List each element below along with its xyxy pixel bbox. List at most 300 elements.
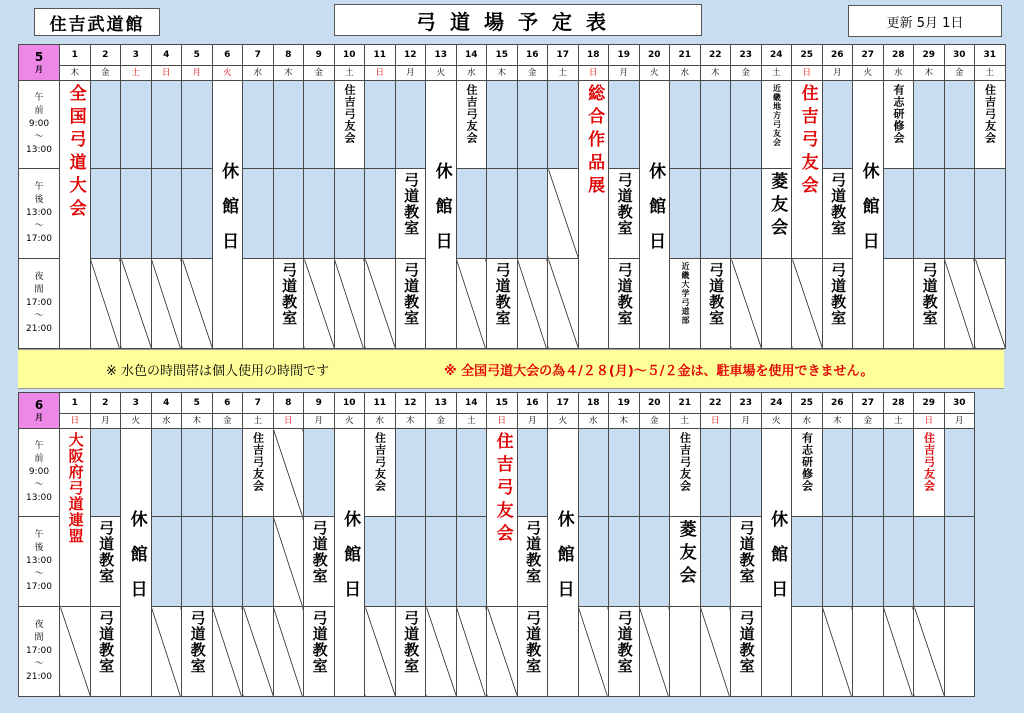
individual-use-slot[interactable] bbox=[273, 169, 304, 259]
unavailable-slot[interactable] bbox=[273, 607, 304, 697]
day-number: 19 bbox=[609, 45, 640, 66]
day-number: 2 bbox=[90, 393, 121, 414]
individual-use-slot[interactable] bbox=[456, 517, 487, 607]
time-slot-text: 午 bbox=[34, 182, 44, 192]
day-number: 30 bbox=[944, 393, 975, 414]
weekday: 木 bbox=[914, 66, 945, 81]
time-slot-text: ～ bbox=[34, 569, 44, 579]
event-cell[interactable] bbox=[395, 169, 426, 259]
month-number: 5 bbox=[34, 49, 44, 64]
unavailable-slot[interactable] bbox=[426, 607, 457, 697]
unavailable-slot[interactable] bbox=[822, 607, 853, 697]
month-label bbox=[19, 45, 60, 81]
event-text: 弓道教室 bbox=[737, 610, 756, 674]
day-number: 22 bbox=[700, 45, 731, 66]
day-number: 5 bbox=[182, 393, 213, 414]
individual-use-slot[interactable] bbox=[944, 517, 975, 607]
time-slot-text: 夜 bbox=[34, 272, 44, 282]
individual-use-slot[interactable] bbox=[517, 81, 548, 169]
day-number: 29 bbox=[914, 45, 945, 66]
day-number: 25 bbox=[792, 393, 823, 414]
event-text: 住吉弓友会 bbox=[465, 84, 479, 144]
event-cell[interactable] bbox=[731, 517, 762, 607]
event-text: 菱友会 bbox=[767, 172, 788, 241]
individual-use-slot[interactable] bbox=[609, 429, 640, 517]
individual-use-slot[interactable] bbox=[883, 517, 914, 607]
day-number: 15 bbox=[487, 45, 518, 66]
weekday: 金 bbox=[90, 66, 121, 81]
unavailable-slot[interactable] bbox=[731, 259, 762, 349]
time-slot-text: 午 bbox=[34, 530, 44, 540]
individual-use-slot[interactable] bbox=[944, 81, 975, 169]
weekday: 金 bbox=[853, 414, 884, 429]
unavailable-slot[interactable] bbox=[60, 607, 91, 697]
event-text: 弓道教室 bbox=[402, 262, 421, 326]
weekday: 木 bbox=[822, 414, 853, 429]
weekday: 金 bbox=[639, 414, 670, 429]
unavailable-slot[interactable] bbox=[914, 607, 945, 697]
day-number: 6 bbox=[212, 393, 243, 414]
event-cell[interactable] bbox=[273, 259, 304, 349]
time-slot-text: 間 bbox=[34, 633, 44, 643]
weekday: 水 bbox=[578, 414, 609, 429]
event-text: 住吉弓友会 bbox=[922, 432, 936, 492]
event-text: 弓道教室 bbox=[310, 610, 329, 674]
unavailable-slot[interactable] bbox=[548, 169, 579, 259]
empty-slot[interactable] bbox=[243, 259, 274, 349]
unavailable-slot[interactable] bbox=[456, 259, 487, 349]
weekday: 月 bbox=[609, 66, 640, 81]
event-text: 住吉弓友会 bbox=[678, 432, 692, 492]
event-text: 弓道教室 bbox=[707, 262, 726, 326]
event-text: 全国弓道大会 bbox=[65, 84, 86, 222]
weekday: 土 bbox=[548, 66, 579, 81]
time-slot-text: 9:00 bbox=[28, 467, 50, 477]
day-number: 19 bbox=[609, 393, 640, 414]
event-cell[interactable] bbox=[121, 429, 152, 697]
empty-slot[interactable] bbox=[670, 607, 701, 697]
individual-use-slot[interactable] bbox=[243, 517, 274, 607]
individual-use-slot[interactable] bbox=[700, 169, 731, 259]
event-text: 休館日 bbox=[553, 510, 574, 615]
event-cell[interactable] bbox=[914, 259, 945, 349]
unavailable-slot[interactable] bbox=[944, 259, 975, 349]
day-number: 31 bbox=[975, 45, 1006, 66]
empty-slot[interactable] bbox=[792, 607, 823, 697]
empty-slot[interactable] bbox=[853, 607, 884, 697]
event-cell[interactable] bbox=[304, 607, 335, 697]
individual-use-slot[interactable] bbox=[121, 169, 152, 259]
time-slot-ev bbox=[19, 607, 60, 697]
month-suffix: 月 bbox=[35, 64, 43, 74]
individual-use-slot[interactable] bbox=[151, 81, 182, 169]
unavailable-slot[interactable] bbox=[456, 607, 487, 697]
weekday: 月 bbox=[90, 414, 121, 429]
event-text: 弓道教室 bbox=[615, 610, 634, 674]
time-slot-text: 前 bbox=[34, 106, 44, 116]
unavailable-slot[interactable] bbox=[304, 259, 335, 349]
individual-use-slot[interactable] bbox=[548, 81, 579, 169]
individual-use-slot[interactable] bbox=[639, 429, 670, 517]
event-text: 住吉弓友会 bbox=[343, 84, 357, 144]
weekday: 木 bbox=[609, 414, 640, 429]
weekday: 土 bbox=[456, 414, 487, 429]
event-text: 弓道教室 bbox=[97, 520, 116, 584]
weekday: 月 bbox=[395, 66, 426, 81]
individual-use-slot[interactable] bbox=[487, 81, 518, 169]
weekday: 月 bbox=[944, 414, 975, 429]
weekday: 木 bbox=[182, 414, 213, 429]
individual-use-slot[interactable] bbox=[609, 81, 640, 169]
event-cell[interactable] bbox=[456, 81, 487, 169]
unavailable-slot[interactable] bbox=[243, 607, 274, 697]
event-cell[interactable] bbox=[822, 259, 853, 349]
individual-use-slot[interactable] bbox=[395, 517, 426, 607]
weekday: 土 bbox=[121, 66, 152, 81]
day-number: 29 bbox=[914, 393, 945, 414]
month-suffix: 月 bbox=[35, 412, 43, 422]
updated-date: 更新 5月 1日 bbox=[848, 5, 1002, 37]
day-number: 10 bbox=[334, 45, 365, 66]
individual-use-slot[interactable] bbox=[304, 81, 335, 169]
individual-use-slot[interactable] bbox=[121, 81, 152, 169]
unavailable-slot[interactable] bbox=[578, 607, 609, 697]
individual-use-slot[interactable] bbox=[578, 517, 609, 607]
individual-use-slot[interactable] bbox=[243, 81, 274, 169]
empty-slot[interactable] bbox=[944, 607, 975, 697]
event-cell[interactable] bbox=[761, 81, 792, 169]
weekday: 日 bbox=[60, 414, 91, 429]
event-cell[interactable] bbox=[426, 81, 457, 349]
unavailable-slot[interactable] bbox=[365, 259, 396, 349]
individual-use-slot[interactable] bbox=[243, 169, 274, 259]
event-cell[interactable] bbox=[975, 81, 1006, 169]
individual-use-slot[interactable] bbox=[944, 429, 975, 517]
individual-use-slot[interactable] bbox=[182, 429, 213, 517]
individual-use-slot[interactable] bbox=[182, 517, 213, 607]
month-number: 6 bbox=[34, 397, 44, 412]
unavailable-slot[interactable] bbox=[90, 259, 121, 349]
individual-use-slot[interactable] bbox=[304, 169, 335, 259]
individual-use-slot[interactable] bbox=[151, 429, 182, 517]
weekday: 金 bbox=[212, 414, 243, 429]
day-number: 28 bbox=[883, 45, 914, 66]
event-cell[interactable] bbox=[60, 81, 91, 349]
unavailable-slot[interactable] bbox=[365, 607, 396, 697]
individual-use-slot[interactable] bbox=[822, 517, 853, 607]
weekday: 水 bbox=[243, 66, 274, 81]
weekday: 木 bbox=[273, 66, 304, 81]
time-slot-text: 17:00 bbox=[26, 234, 52, 244]
unavailable-slot[interactable] bbox=[700, 607, 731, 697]
individual-use-slot[interactable] bbox=[731, 169, 762, 259]
individual-use-slot[interactable] bbox=[517, 169, 548, 259]
event-cell[interactable] bbox=[517, 517, 548, 607]
event-cell[interactable] bbox=[761, 169, 792, 259]
individual-use-slot[interactable] bbox=[212, 429, 243, 517]
day-number: 3 bbox=[121, 393, 152, 414]
weekday: 水 bbox=[792, 414, 823, 429]
event-cell[interactable] bbox=[578, 81, 609, 349]
weekday: 月 bbox=[822, 66, 853, 81]
event-cell[interactable] bbox=[609, 259, 640, 349]
event-cell[interactable] bbox=[60, 429, 91, 607]
individual-use-slot[interactable] bbox=[426, 429, 457, 517]
month-label bbox=[19, 393, 60, 429]
event-cell[interactable] bbox=[487, 259, 518, 349]
weekday: 火 bbox=[639, 66, 670, 81]
unavailable-slot[interactable] bbox=[212, 607, 243, 697]
individual-use-slot[interactable] bbox=[487, 169, 518, 259]
event-text: 弓道教室 bbox=[280, 262, 299, 326]
weekday: 日 bbox=[365, 66, 396, 81]
individual-use-slot[interactable] bbox=[151, 169, 182, 259]
individual-use-slot[interactable] bbox=[822, 81, 853, 169]
event-text: 休館日 bbox=[767, 510, 788, 615]
time-slot-text: 21:00 bbox=[26, 324, 52, 334]
individual-use-slot[interactable] bbox=[151, 517, 182, 607]
individual-use-slot[interactable] bbox=[365, 169, 396, 259]
individual-use-slot[interactable] bbox=[456, 429, 487, 517]
individual-use-slot[interactable] bbox=[395, 429, 426, 517]
event-text: 住吉弓友会 bbox=[797, 84, 818, 199]
weekday: 金 bbox=[304, 66, 335, 81]
individual-use-slot[interactable] bbox=[182, 169, 213, 259]
individual-use-slot[interactable] bbox=[517, 429, 548, 517]
day-number: 26 bbox=[822, 393, 853, 414]
event-text: 弓道教室 bbox=[737, 520, 756, 584]
day-number: 16 bbox=[517, 393, 548, 414]
day-number: 18 bbox=[578, 45, 609, 66]
event-text: 弓道教室 bbox=[829, 262, 848, 326]
day-number: 9 bbox=[304, 393, 335, 414]
individual-use-slot[interactable] bbox=[914, 81, 945, 169]
event-cell[interactable] bbox=[182, 607, 213, 697]
day-number: 14 bbox=[456, 45, 487, 66]
event-cell[interactable] bbox=[670, 517, 701, 607]
day-number: 14 bbox=[456, 393, 487, 414]
unavailable-slot[interactable] bbox=[273, 429, 304, 517]
individual-use-slot[interactable] bbox=[670, 81, 701, 169]
individual-use-note: ※ 水色の時間帯は個人使用の時間です bbox=[106, 364, 330, 379]
event-cell[interactable] bbox=[90, 607, 121, 697]
notice-bar bbox=[18, 349, 1004, 389]
event-cell[interactable] bbox=[395, 259, 426, 349]
weekday: 火 bbox=[853, 66, 884, 81]
event-cell[interactable] bbox=[487, 429, 518, 607]
weekday: 火 bbox=[426, 66, 457, 81]
empty-slot[interactable] bbox=[883, 259, 914, 349]
individual-use-slot[interactable] bbox=[365, 81, 396, 169]
time-slot-text: 後 bbox=[34, 195, 44, 205]
weekday: 月 bbox=[517, 414, 548, 429]
time-slot-text: 13:00 bbox=[26, 208, 52, 218]
event-cell[interactable] bbox=[395, 607, 426, 697]
event-cell[interactable] bbox=[365, 429, 396, 517]
parking-notice: ※ 全国弓道大会の為４/２８(月)～５/２金は、駐車場を使用できません。 bbox=[444, 364, 874, 379]
unavailable-slot[interactable] bbox=[975, 259, 1006, 349]
unavailable-slot[interactable] bbox=[121, 259, 152, 349]
individual-use-slot[interactable] bbox=[426, 517, 457, 607]
time-slot-text: ～ bbox=[34, 132, 44, 142]
event-cell[interactable] bbox=[761, 429, 792, 697]
event-text: 弓道教室 bbox=[97, 610, 116, 674]
individual-use-slot[interactable] bbox=[883, 429, 914, 517]
individual-use-slot[interactable] bbox=[700, 81, 731, 169]
individual-use-slot[interactable] bbox=[90, 429, 121, 517]
time-slot-text: 午 bbox=[34, 93, 44, 103]
day-number: 6 bbox=[212, 45, 243, 66]
event-text: 大阪府弓道連盟 bbox=[66, 432, 85, 544]
individual-use-slot[interactable] bbox=[792, 517, 823, 607]
individual-use-slot[interactable] bbox=[334, 169, 365, 259]
individual-use-slot[interactable] bbox=[273, 81, 304, 169]
event-cell[interactable] bbox=[914, 429, 945, 517]
unavailable-slot[interactable] bbox=[548, 259, 579, 349]
event-cell[interactable] bbox=[883, 81, 914, 169]
event-cell[interactable] bbox=[243, 429, 274, 517]
day-number: 26 bbox=[822, 45, 853, 66]
event-text: 近畿地方弓友会 bbox=[772, 84, 782, 147]
individual-use-slot[interactable] bbox=[578, 429, 609, 517]
individual-use-slot[interactable] bbox=[853, 517, 884, 607]
unavailable-slot[interactable] bbox=[273, 517, 304, 607]
weekday: 金 bbox=[731, 66, 762, 81]
empty-slot[interactable] bbox=[761, 259, 792, 349]
weekday: 金 bbox=[944, 66, 975, 81]
individual-use-slot[interactable] bbox=[670, 169, 701, 259]
individual-use-slot[interactable] bbox=[914, 169, 945, 259]
weekday: 木 bbox=[700, 66, 731, 81]
unavailable-slot[interactable] bbox=[151, 259, 182, 349]
individual-use-slot[interactable] bbox=[853, 429, 884, 517]
event-cell[interactable] bbox=[731, 607, 762, 697]
time-slot-text: 午 bbox=[34, 441, 44, 451]
event-text: 休館日 bbox=[340, 510, 361, 615]
individual-use-slot[interactable] bbox=[731, 81, 762, 169]
unavailable-slot[interactable] bbox=[883, 607, 914, 697]
unavailable-slot[interactable] bbox=[182, 259, 213, 349]
day-number: 20 bbox=[639, 393, 670, 414]
event-cell[interactable] bbox=[609, 169, 640, 259]
individual-use-slot[interactable] bbox=[212, 517, 243, 607]
individual-use-slot[interactable] bbox=[700, 517, 731, 607]
event-cell[interactable] bbox=[670, 429, 701, 517]
weekday: 土 bbox=[883, 414, 914, 429]
event-text: 弓道教室 bbox=[920, 262, 939, 326]
event-text: 休館日 bbox=[126, 510, 147, 615]
individual-use-slot[interactable] bbox=[700, 429, 731, 517]
event-cell[interactable] bbox=[639, 81, 670, 349]
event-cell[interactable] bbox=[304, 517, 335, 607]
individual-use-slot[interactable] bbox=[822, 429, 853, 517]
event-cell[interactable] bbox=[212, 81, 243, 349]
day-number: 2 bbox=[90, 45, 121, 66]
event-text: 弓道教室 bbox=[524, 610, 543, 674]
individual-use-slot[interactable] bbox=[731, 429, 762, 517]
time-slot-text: 前 bbox=[34, 454, 44, 464]
page-title: 弓道場予定表 bbox=[334, 4, 702, 36]
weekday: 日 bbox=[151, 66, 182, 81]
time-slot-text: 17:00 bbox=[26, 582, 52, 592]
event-cell[interactable] bbox=[334, 81, 365, 169]
day-number: 16 bbox=[517, 45, 548, 66]
time-slot-am bbox=[19, 429, 60, 517]
event-text: 休館日 bbox=[645, 162, 666, 267]
organization-name: 住吉武道館 bbox=[34, 8, 160, 36]
event-text: 住吉弓友会 bbox=[373, 432, 387, 492]
weekday: 土 bbox=[975, 66, 1006, 81]
day-number: 7 bbox=[243, 393, 274, 414]
weekday: 水 bbox=[151, 414, 182, 429]
individual-use-slot[interactable] bbox=[304, 429, 335, 517]
unavailable-slot[interactable] bbox=[487, 607, 518, 697]
event-cell[interactable] bbox=[548, 429, 579, 697]
day-number: 24 bbox=[761, 45, 792, 66]
day-number: 17 bbox=[548, 393, 579, 414]
individual-use-slot[interactable] bbox=[975, 169, 1006, 259]
time-slot-ev bbox=[19, 259, 60, 349]
day-number: 1 bbox=[60, 393, 91, 414]
event-cell[interactable] bbox=[822, 169, 853, 259]
event-text: 弓道教室 bbox=[188, 610, 207, 674]
individual-use-slot[interactable] bbox=[883, 169, 914, 259]
individual-use-slot[interactable] bbox=[90, 169, 121, 259]
event-cell[interactable] bbox=[792, 429, 823, 517]
individual-use-slot[interactable] bbox=[182, 81, 213, 169]
weekday: 水 bbox=[456, 66, 487, 81]
event-cell[interactable] bbox=[670, 259, 701, 349]
day-number: 23 bbox=[731, 393, 762, 414]
event-text: 住吉弓友会 bbox=[492, 432, 513, 547]
event-cell[interactable] bbox=[700, 259, 731, 349]
event-text: 近畿大学弓道部 bbox=[680, 262, 690, 325]
individual-use-slot[interactable] bbox=[90, 81, 121, 169]
day-number: 27 bbox=[853, 393, 884, 414]
unavailable-slot[interactable] bbox=[639, 607, 670, 697]
event-cell[interactable] bbox=[609, 607, 640, 697]
unavailable-slot[interactable] bbox=[151, 607, 182, 697]
event-cell[interactable] bbox=[792, 81, 823, 259]
event-cell[interactable] bbox=[90, 517, 121, 607]
day-number: 21 bbox=[670, 393, 701, 414]
individual-use-slot[interactable] bbox=[609, 517, 640, 607]
event-cell[interactable] bbox=[517, 607, 548, 697]
unavailable-slot[interactable] bbox=[334, 259, 365, 349]
day-number: 8 bbox=[273, 393, 304, 414]
unavailable-slot[interactable] bbox=[792, 259, 823, 349]
time-slot-text: 間 bbox=[34, 285, 44, 295]
individual-use-slot[interactable] bbox=[639, 517, 670, 607]
day-number: 3 bbox=[121, 45, 152, 66]
individual-use-slot[interactable] bbox=[365, 517, 396, 607]
weekday: 土 bbox=[761, 66, 792, 81]
event-cell[interactable] bbox=[853, 81, 884, 349]
unavailable-slot[interactable] bbox=[517, 259, 548, 349]
event-text: 有志研修会 bbox=[892, 84, 906, 144]
individual-use-slot[interactable] bbox=[914, 517, 945, 607]
day-number: 9 bbox=[304, 45, 335, 66]
individual-use-slot[interactable] bbox=[395, 81, 426, 169]
weekday: 木 bbox=[60, 66, 91, 81]
event-cell[interactable] bbox=[334, 429, 365, 697]
individual-use-slot[interactable] bbox=[944, 169, 975, 259]
day-number: 11 bbox=[365, 45, 396, 66]
weekday: 月 bbox=[304, 414, 335, 429]
individual-use-slot[interactable] bbox=[456, 169, 487, 259]
weekday: 木 bbox=[487, 66, 518, 81]
day-number: 4 bbox=[151, 393, 182, 414]
